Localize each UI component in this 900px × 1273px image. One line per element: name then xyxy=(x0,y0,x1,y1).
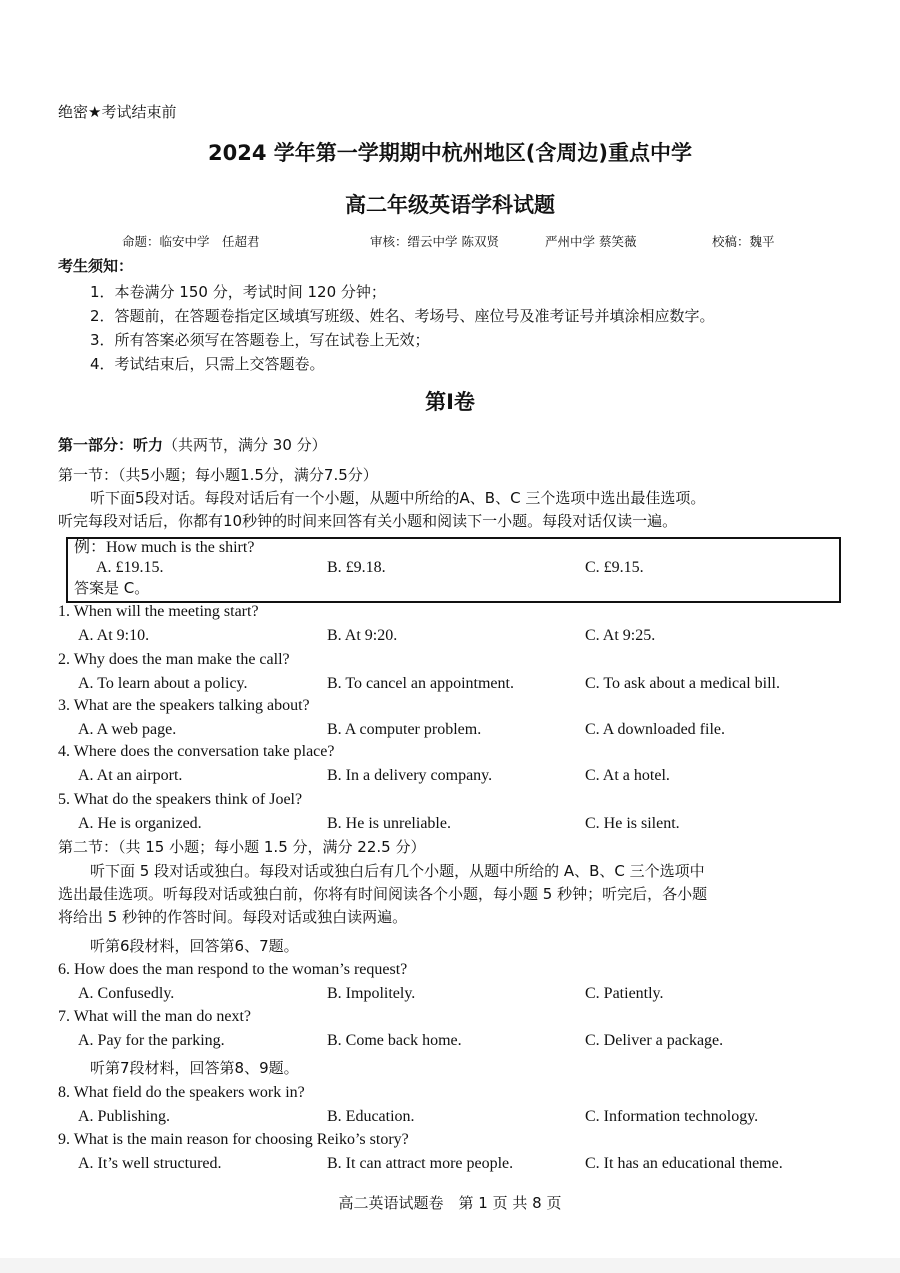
question-4-option-c: C. At a hotel. xyxy=(585,767,670,784)
credit-reviewer-2: 严州中学 蔡笑薇 xyxy=(545,234,637,249)
question-6-option-c: C. Patiently. xyxy=(585,985,664,1002)
question-2: 2. Why does the man make the call? xyxy=(58,651,290,668)
exam-title: 2024 学年第一学期期中杭州地区(含周边)重点中学 xyxy=(208,141,692,165)
section2-instructions: 听下面 5 段对话或独白。每段对话或独白后有几个小题，从题中所给的 A、B、C 三个选项中 xyxy=(90,862,705,880)
material-7-note: 听第7段材料，回答第8、9题。 xyxy=(90,1059,299,1077)
question-7-option-b: B. Come back home. xyxy=(327,1032,462,1049)
question-6-option-b: B. Impolitely. xyxy=(327,985,416,1002)
question-1: 1. When will the meeting start? xyxy=(58,603,259,620)
section2-heading: 第二节：（共 15 小题；每小题 1.5 分，满分 22.5 分） xyxy=(58,838,426,856)
question-5: 5. What do the speakers think of Joel? xyxy=(58,791,303,808)
notice-item: 4．考试结束后，只需上交答题卷。 xyxy=(90,355,325,373)
question-1-option-a: A. At 9:10. xyxy=(78,627,150,644)
question-9-option-b: B. It can attract more people. xyxy=(327,1155,514,1172)
question-1-option-b: B. At 9:20. xyxy=(327,627,398,644)
question-5-option-b: B. He is unreliable. xyxy=(327,815,451,832)
question-9: 9. What is the main reason for choosing Reiko’s story? xyxy=(58,1131,409,1148)
question-7: 7. What will the man do next? xyxy=(58,1008,251,1025)
example-option-b: B. £9.18. xyxy=(327,559,386,576)
material-6-note: 听第6段材料，回答第6、7题。 xyxy=(90,937,299,955)
example-option-c: C. £9.15. xyxy=(585,559,644,576)
page-footer: 高二英语试题卷 第 1 页 共 8 页 xyxy=(338,1194,562,1212)
notice-heading: 考生须知： xyxy=(58,257,134,275)
question-8-option-b: B. Education. xyxy=(327,1108,415,1125)
part1-heading-bold: 第一部分：听力 xyxy=(58,436,164,454)
section2-instructions-cont: 选出最佳选项。听每段对话或独白前，你将有时间阅读各个小题，每小题 5 秒钟；听完后，各小题 xyxy=(58,885,708,903)
question-9-option-a: A. It’s well structured. xyxy=(78,1155,222,1172)
question-8-option-a: A. Publishing. xyxy=(78,1108,171,1125)
question-3: 3. What are the speakers talking about? xyxy=(58,697,310,714)
confidential-label: 绝密★考试结束前 xyxy=(58,103,177,121)
question-6-option-a: A. Confusedly. xyxy=(78,985,175,1002)
example-answer: 答案是 C。 xyxy=(74,579,150,597)
question-5-option-c: C. He is silent. xyxy=(585,815,680,832)
credit-proofreader: 校稿：魏平 xyxy=(712,234,775,249)
question-2-option-a: A. To learn about a policy. xyxy=(78,675,248,692)
credit-author: 命题：临安中学 任超君 xyxy=(122,234,260,249)
section1-instructions-cont: 听完每段对话后，你都有10秒钟的时间来回答有关小题和阅读下一小题。每段对话仅读一遍。 xyxy=(58,512,678,530)
question-3-option-b: B. A computer problem. xyxy=(327,721,482,738)
question-8: 8. What field do the speakers work in? xyxy=(58,1084,305,1101)
question-2-option-b: B. To cancel an appointment. xyxy=(327,675,514,692)
exam-subtitle: 高二年级英语学科试题 xyxy=(345,193,555,217)
section2-instructions-cont: 将给出 5 秒钟的作答时间。每段对话或独白读两遍。 xyxy=(58,908,408,926)
question-4-option-a: A. At an airport. xyxy=(78,767,183,784)
question-5-option-a: A. He is organized. xyxy=(78,815,202,832)
volume-heading: 第Ⅰ卷 xyxy=(425,390,475,414)
notice-item: 2．答题前，在答题卷指定区域填写班级、姓名、考场号、座位号及准考证号并填涂相应数字。 xyxy=(90,307,715,325)
question-4-option-b: B. In a delivery company. xyxy=(327,767,493,784)
section1-instructions: 听下面5段对话。每段对话后有一个小题，从题中所给的A、B、C 三个选项中选出最佳选项。 xyxy=(90,489,706,507)
question-1-option-c: C. At 9:25. xyxy=(585,627,656,644)
example-option-a: A. £19.15. xyxy=(96,559,164,576)
question-3-option-c: C. A downloaded file. xyxy=(585,721,725,738)
part1-heading-rest: （共两节，满分 30 分） xyxy=(163,436,327,454)
page-edge xyxy=(0,1258,900,1273)
section1-heading: 第一节：（共5小题；每小题1.5分，满分7.5分） xyxy=(58,466,378,484)
question-7-option-c: C. Deliver a package. xyxy=(585,1032,724,1049)
question-8-option-c: C. Information technology. xyxy=(585,1108,759,1125)
part1-heading xyxy=(58,434,327,456)
notice-item: 3．所有答案必须写在答题卷上，写在试卷上无效； xyxy=(90,331,430,349)
question-7-option-a: A. Pay for the parking. xyxy=(78,1032,225,1049)
question-2-option-c: C. To ask about a medical bill. xyxy=(585,675,780,692)
question-4: 4. Where does the conversation take place? xyxy=(58,743,335,760)
credit-reviewer: 审核：缙云中学 陈双贤 xyxy=(370,234,499,249)
example-question: 例：How much is the shirt? xyxy=(74,539,255,556)
question-9-option-c: C. It has an educational theme. xyxy=(585,1155,783,1172)
question-3-option-a: A. A web page. xyxy=(78,721,177,738)
question-6: 6. How does the man respond to the woman’s request? xyxy=(58,961,408,978)
notice-item: 1．本卷满分 150 分，考试时间 120 分钟； xyxy=(90,283,386,301)
